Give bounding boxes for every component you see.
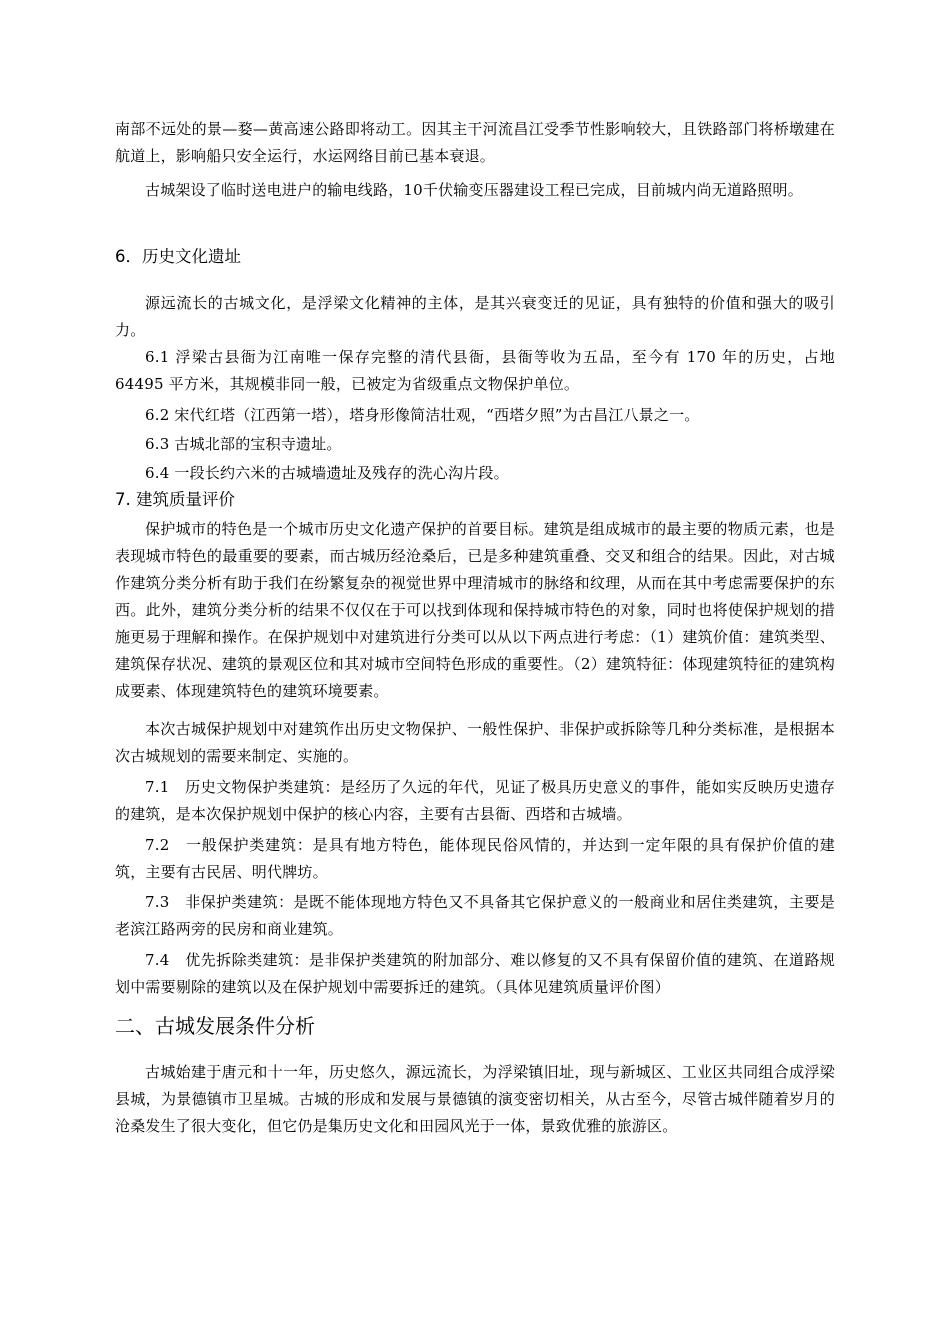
paragraph-6-3: 6.3 古城北部的宝积寺遗址。 [145,435,342,453]
paragraph-development: 古城始建于唐元和十一年，历史悠久，源远流长，为浮梁镇旧址，现与新城区、工业区共同组合成浮梁县城，为景德镇市卫星城。古城的形成和发展与景德镇的演变密切相关，从古至今，尽管古城伴随着岁月的沧桑发生了很大变化，但它仍是集历史文化和田园风光于一体，景致优雅的旅游区。 [115,1063,835,1135]
paragraph-electricity: 古城架设了临时送电进户的输电线路，10千伏输变压器建设工程已完成，目前城内尚无道路照明。 [145,181,803,199]
paragraph-6-1: 6.1 浮梁古县衙为江南唯一保存完整的清代县衙，县衙等收为五品，至今有 170 年的历史，占地 64495 平方米，其规模非同一般，已被定为省级重点文物保护单位。 [115,348,835,393]
paragraph-transport: 南部不远处的景—婺—黄高速公路即将动工。因其主干河流昌江受季节性影响较大，且铁路部门将桥墩建在航道上，影响船只安全运行，水运网络目前已基本衰退。 [115,120,835,165]
section-heading-7: 7. 建筑质量评价 [115,490,235,509]
section-heading-6: 6．历史文化遗址 [115,247,241,266]
paragraph-7-4: 7.4 优先拆除类建筑：是非保护类建筑的附加部分、难以修复的又不具有保留价值的建筑、在道路规划中需要剔除的建筑以及在保护规划中需要拆迁的建筑。（具体见建筑质量评价图） [115,951,835,996]
paragraph-classification: 本次古城保护规划中对建筑作出历史文物保护、一般性保护、非保护或拆除等几种分类标准，是根据本次古城规划的需要来制定、实施的。 [115,720,835,765]
paragraph-6-4: 6.4 一段长约六米的古城墙遗址及残存的洗心沟片段。 [145,464,509,482]
paragraph-6-2: 6.2 宋代红塔（江西第一塔），塔身形像简洁壮观，“西塔夕照”为古昌江八景之一。 [145,406,700,424]
paragraph-building-evaluation: 保护城市的特色是一个城市历史文化遗产保护的首要目标。建筑是组成城市的最主要的物质元素，也是表现城市特色的最重要的要素，而古城历经沧桑后，已是多种建筑重叠、交叉和组合的结果。因此，对古城作建筑分类分析有助于我们在纷繁复杂的视觉世界中理清城市的脉络和纹理，从而在其中考虑需要保护的东西。此外，建筑分类分析的结果不仅仅在于可以找到体现和保持城市特色的对象，同时也将使保护规划的措施更易于理解和操作。在保护规划中对建筑进行分类可以从以下两点进行考虑：（1）建筑价值：建筑类型、建筑保存状况、建筑的景观区位和其对城市空间特色形成的重要性。（2）建筑特征：体现建筑特征的建筑构成要素、体现建筑特色的建筑环境要素。 [115,520,835,700]
paragraph-culture-intro: 源远流长的古城文化，是浮梁文化精神的主体，是其兴衰变迁的见证，具有独特的价值和强大的吸引力。 [115,294,835,339]
paragraph-7-1: 7.1 历史文物保护类建筑：是经历了久远的年代，见证了极具历史意义的事件，能如实反映历史遗存的建筑，是本次保护规划中保护的核心内容，主要有古县衙、西塔和古城墙。 [115,778,835,823]
paragraph-7-3: 7.3 非保护类建筑：是既不能体现地方特色又不具备其它保护意义的一般商业和居住类建筑，主要是老滨江路两旁的民房和商业建筑。 [115,893,835,938]
chapter-heading-2: 二、古城发展条件分析 [115,1014,315,1038]
paragraph-7-2: 7.2 一般保护类建筑：是具有地方特色，能体现民俗风情的，并达到一定年限的具有保护价值的建筑，主要有古民居、明代牌坊。 [115,836,835,881]
